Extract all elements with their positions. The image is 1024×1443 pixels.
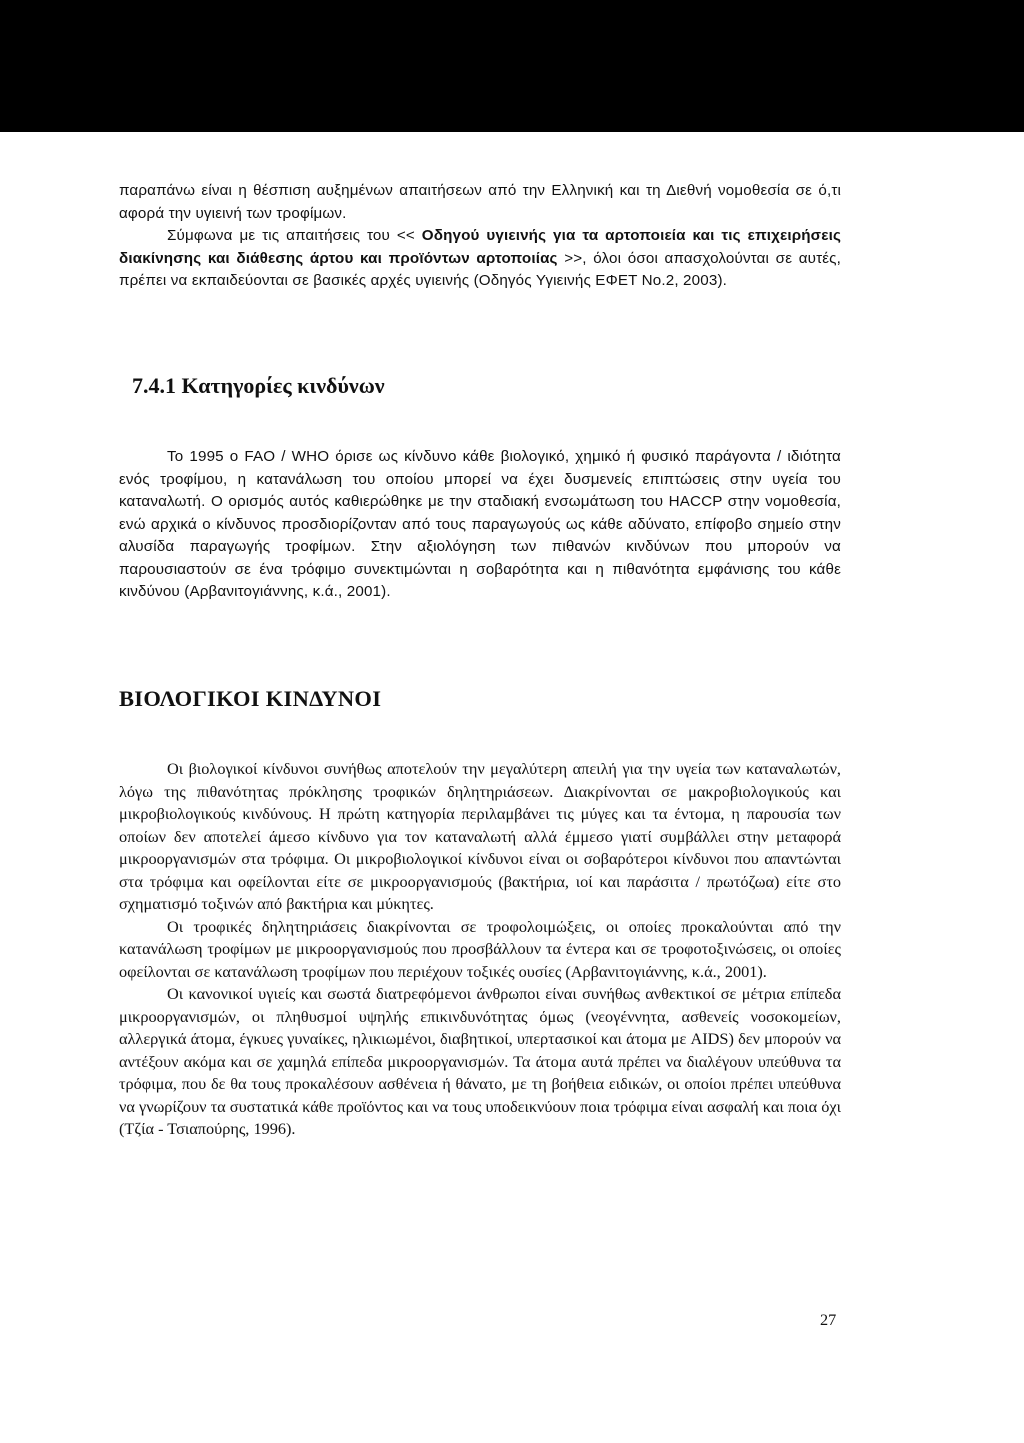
bio-paragraph-2: Οι τροφικές δηλητηριάσεις διακρίνονται σε τροφολοιμώξεις, οι οποίες προκαλούνται από την κατανάλωση τροφίμων με μικροοργανισμούς που προσβάλλουν τα έντερα και σε τροφοτοξινώσεις, οι οποίες οφείλονται σε κατανάλωση τροφίμων που περιέχουν τοξικές ουσίες (Αρβανιτογιάννης, κ.ά., 2001). [119,916,841,981]
hazards-paragraph: Το 1995 ο FAO / WHO όρισε ως κίνδυνο κάθε βιολογικό, χημικό ή φυσικό παράγοντα / ιδιότητα ενός τροφίμου, η κατανάλωση του οποίου μπορεί να έχει δυσμενείς επιπτώσεις στην υγεία του καταναλωτή. Ο ορισμός αυτός καθιερώθηκε με την σταδιακή ενσωμάτωση του HACCP στην νομοθεσία, ενώ αρχικά ο κίνδυνος προσδιορίζονταν από τους παραγωγούς ως κάθε αδύνατο, επίφοβο σημείο στην αλυσίδα παραγωγής τροφίμων. Στην αξιολόγηση των πιθανών κινδύνων που μπορούν να παρουσιαστούν σε ένα τρόφιμο συνεκτιμώνται η σοβαρότητα και η πιθανότητα εμφάνισης του κάθε κινδύνου (Αρβανιτογιάννης, κ.ά., 2001). [119,448,841,600]
guide-paragraph [119,225,841,293]
hazards-block [119,446,841,604]
bio-block [119,758,841,1141]
bio-paragraph-3: Οι κανονικοί υγιείς και σωστά διατρεφόμενοι άνθρωποι είναι συνήθως ανθεκτικοί σε μέτρια επίπεδα μικροοργανισμών, οι πληθυσμοί υψηλής επικινδυνότητας όμως (νεογέννητα, ασθενείς νοσοκομείων, αλλεργικά άτομα, έγκυες γυναίκες, ηλικιωμένοι, διαβητικοί, υπερτασικοί και άτομα με AIDS) δεν μπορούν να αντέξουν ακόμα και σε χαμηλά επίπεδα μικροοργανισμών. Τα άτομα αυτά πρέπει να διαλέγουν υπεύθυνα τα τρόφιμα, που δε θα τους προκαλέσουν ασθένεια ή θάνατο, με τη βοήθεια ειδικών, οι οποίοι πρέπει υπεύθυνα να γνωρίζουν τα συστατικά κάθε προϊόντος και να τους υποδεικνύουν ποια τρόφιμα είναι ασφαλή και ποια όχι (Τζία - Τσιαπούρης, 1996). [119,984,841,1138]
intro-block [119,180,841,293]
guide-post: >>, όλοι όσοι απασχολούνται σε αυτές, πρέπει να εκπαιδεύονται σε βασικές αρχές υγιεινής (Οδηγός Υγιεινής ΕΦΕΤ Νο.2, 2003). [119,249,841,289]
section-heading: 7.4.1 Κατηγορίες κινδύνων [132,373,385,398]
guide-pre: Σύμφωνα με τις απαιτήσεις του << [167,227,422,244]
guide-title: Οδηγού υγιεινής για τα αρτοποιεία και τις επιχειρήσεις διακίνησης και διάθεσης άρτου και προϊόντων αρτοποιίας [119,227,841,267]
intro-paragraph: παραπάνω είναι η θέσπιση αυξημένων απαιτήσεων από την Ελληνική και τη Διεθνή νομοθεσία σε ό,τι αφορά την υγιεινή των τροφίμων. [119,182,841,222]
page-number: 27 [820,1310,837,1329]
bio-heading: ΒΙΟΛΟΓΙΚΟΙ ΚΙΝΔΥΝΟΙ [119,686,382,711]
bio-paragraph-1: Οι βιολογικοί κίνδυνοι συνήθως αποτελούν την μεγαλύτερη απειλή για την υγεία των καταναλωτών, λόγω της πιθανότητας πρόκλησης τροφικών δηλητηριάσεων. Διακρίνονται σε μακροβιολογικούς και μικροβιολογικούς κινδύνους. Η πρώτη κατηγορία περιλαμβάνει τις μύγες και τα έντομα, η παρουσία των οποίων δεν αποτελεί άμεσο κίνδυνο για τον καταναλωτή αλλά έμμεσο γιατί συμβάλλει στην μεταφορά μικροοργανισμών στα τρόφιμα. Οι μικροβιολογικοί κίνδυνοι είναι οι σοβαρότεροι κίνδυνοι που απαντώνται στα τρόφιμα και οφείλονται είτε σε μικροοργανισμούς (βακτήρια, ιοί και παράσιτα / πρωτόζωα) είτε στο σχηματισμό τοξινών από βακτήρια και μύκητες. [119,759,841,913]
scan-black-band [0,0,1024,132]
